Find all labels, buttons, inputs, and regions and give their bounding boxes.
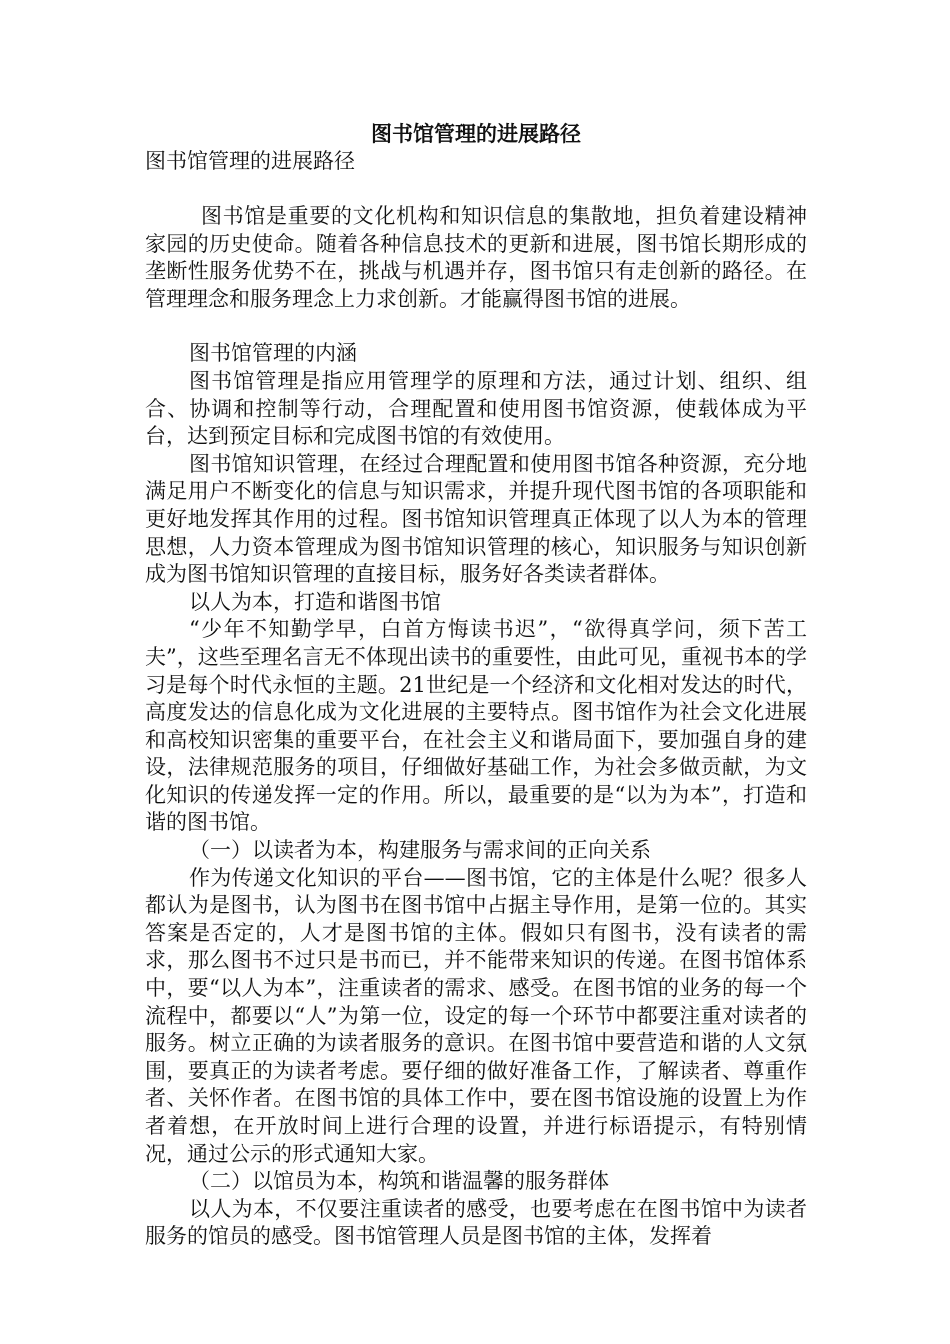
spacer bbox=[145, 313, 807, 340]
subsection-heading: （一）以读者为本，构建服务与需求间的正向关系 bbox=[189, 838, 651, 863]
body-paragraph: 作为传递文化知识的平台——图书馆，它的主体是什么呢？很多人都认为是图书，认为图书在图书馆中占据主导作用，是第一位的。其实答案是否定的，人才是图书馆的主体。假如只有图书，没有读者的需求，那么图书不过只是书而已，并不能带来知识的传递。在图书馆体系中，要“以人为本”，注重读者的需求、感受。在图书馆的业务的每一个流程中，都要以“人”为第一位，设定的每一个环节中都要注重对读者的服务。树立正确的为读者服务的意识。在图书馆中要营造和谐的人文氛围，要真正的为读者考虑。要仔细的做好准备工作，了解读者、尊重作者、关怀作者。在图书馆的具体工作中，要在图书馆设施的设置上为作者着想，在开放时间上进行合理的设置，并进行标语提示，有特别情况，通过公示的形式通知大家。 bbox=[145, 865, 807, 1166]
section-heading: 图书馆管理的内涵 bbox=[189, 341, 357, 366]
body-paragraph: 图书馆管理是指应用管理学的原理和方法，通过计划、组织、组合、协调和控制等行动，合理配置和使用图书馆资源，使载体成为平台，达到预定目标和完成图书馆的有效使用。 bbox=[145, 368, 807, 449]
spacer bbox=[145, 176, 807, 203]
subsection-heading: （二）以馆员为本，构筑和谐温馨的服务群体 bbox=[189, 1169, 609, 1194]
body-paragraph: “少年不知勤学早，白首方悔读书迟”，“欲得真学问，须下苦工夫”，这些至理名言无不体现出读书的重要性，由此可见，重视书本的学习是每个时代永恒的主题。21世纪是一个经济和文化相对发达的时代，高度发达的信息化成为文化进展的主要特点。图书馆作为社会文化进展和高校知识密集的重要平台，在社会主义和谐局面下，要加强自身的建设，法律规范服务的项目，仔细做好基础工作，为社会多做贡献，为文化知识的传递发挥一定的作用。所以，最重要的是“以为为本”，打造和谐的图书馆。 bbox=[145, 617, 807, 835]
body-paragraph: 图书馆知识管理，在经过合理配置和使用图书馆各种资源，充分地满足用户不断变化的信息与知识需求，并提升现代图书馆的各项职能和更好地发挥其作用的过程。图书馆知识管理真正体现了以人为本的管理思想，人力资本管理成为图书馆知识管理的核心，知识服务与知识创新成为图书馆知识管理的直接目标，服务好各类读者群体。 bbox=[145, 451, 807, 587]
section-heading: 以人为本，打造和谐图书馆 bbox=[189, 589, 441, 614]
document-page bbox=[145, 120, 807, 1251]
body-paragraph: 以人为本，不仅要注重读者的感受，也要考虑在在图书馆中为读者服务的馆员的感受。图书馆管理人员是图书馆的主体，发挥着 bbox=[145, 1196, 807, 1249]
document-subtitle: 图书馆管理的进展路径 bbox=[145, 149, 355, 173]
document-title: 图书馆管理的进展路径 bbox=[371, 121, 581, 146]
intro-paragraph: 图书馆是重要的文化机构和知识信息的集散地，担负着建设精神家园的历史使命。随着各种信息技术的更新和进展，图书馆长期形成的垄断性服务优势不在，挑战与机遇并存，图书馆只有走创新的路径。在管理理念和服务理念上力求创新。才能赢得图书馆的进展。 bbox=[145, 204, 807, 311]
